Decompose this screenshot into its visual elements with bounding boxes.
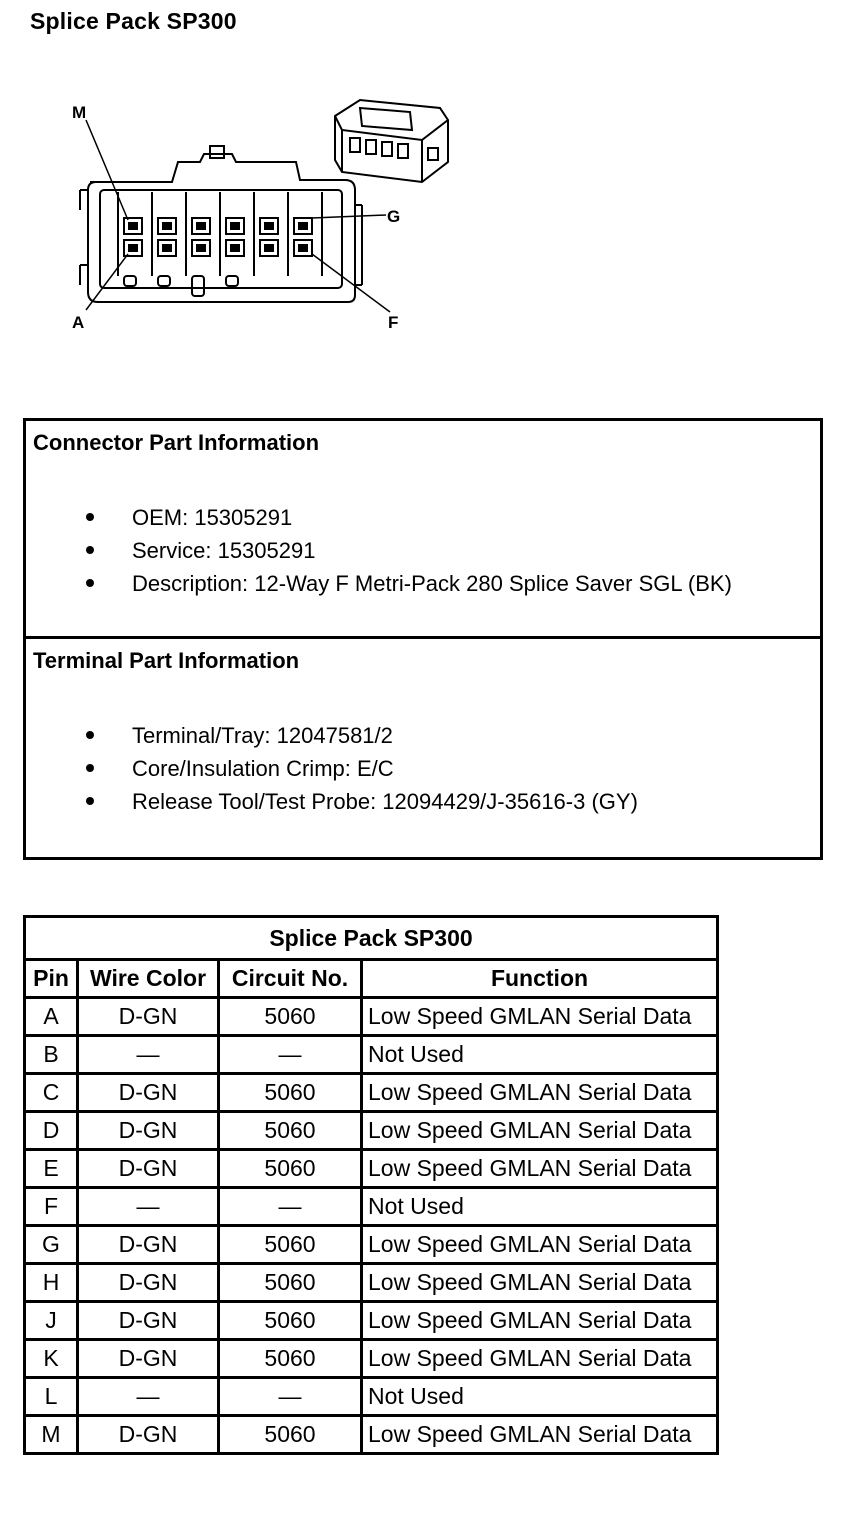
table-row [25, 1340, 718, 1378]
connector-isometric-view [335, 100, 448, 182]
pin-cell: A [25, 998, 78, 1036]
list-item: Terminal/Tray: 12047581/2 [26, 719, 638, 752]
header-wire-color: Wire Color [78, 960, 219, 998]
circuit-cell: 5060 [219, 1112, 362, 1150]
function-cell: Not Used [362, 1378, 718, 1416]
table-row [25, 998, 718, 1036]
bullet-icon [86, 546, 94, 554]
terminal-info-heading: Terminal Part Information [33, 648, 300, 673]
pin-cell: J [25, 1302, 78, 1340]
leader-line-m [86, 120, 128, 220]
wire-color-cell: D-GN [78, 1150, 219, 1188]
pin-cell: E [25, 1150, 78, 1188]
circuit-cell: 5060 [219, 1226, 362, 1264]
pin-cell: F [25, 1188, 78, 1226]
circuit-cell: 5060 [219, 1302, 362, 1340]
bullet-icon [86, 764, 94, 772]
pin-table-body [25, 998, 718, 1454]
table-row [25, 1264, 718, 1302]
table-row [25, 1302, 718, 1340]
function-cell: Low Speed GMLAN Serial Data [362, 1302, 718, 1340]
pin-cell: K [25, 1340, 78, 1378]
table-row [25, 1188, 718, 1226]
pin-cell: L [25, 1378, 78, 1416]
pin-cell: D [25, 1112, 78, 1150]
wire-color-cell: — [78, 1036, 219, 1074]
table-row [25, 1036, 718, 1074]
wire-color-cell: D-GN [78, 1226, 219, 1264]
circuit-cell: — [219, 1036, 362, 1074]
pin-cell: B [25, 1036, 78, 1074]
callout-f: F [388, 313, 399, 332]
table-row [25, 1378, 718, 1416]
table-row [25, 1416, 718, 1454]
function-cell: Low Speed GMLAN Serial Data [362, 1340, 718, 1378]
pin-cell: C [25, 1074, 78, 1112]
list-item: OEM: 15305291 [26, 501, 732, 534]
table-caption: Splice Pack SP300 [25, 917, 718, 960]
table-row [25, 1150, 718, 1188]
header-circuit-no: Circuit No. [219, 960, 362, 998]
list-item: Service: 15305291 [26, 534, 732, 567]
bullet-icon [86, 731, 94, 739]
function-cell: Not Used [362, 1188, 718, 1226]
wire-color-cell: — [78, 1188, 219, 1226]
wire-color-cell: D-GN [78, 1074, 219, 1112]
list-item: Core/Insulation Crimp: E/C [26, 752, 638, 785]
leader-line-g [312, 215, 386, 218]
connector-info-heading: Connector Part Information [33, 430, 320, 455]
table-row [25, 1074, 718, 1112]
connector-part-info [26, 421, 820, 639]
function-cell: Low Speed GMLAN Serial Data [362, 998, 718, 1036]
callout-a: A [72, 313, 85, 332]
pin-cell: M [25, 1416, 78, 1454]
callout-g: G [387, 207, 401, 226]
wire-color-cell: D-GN [78, 1416, 219, 1454]
list-item: Release Tool/Test Probe: 12094429/J-35616-3 (GY) [26, 785, 638, 818]
function-cell: Low Speed GMLAN Serial Data [362, 1264, 718, 1302]
wire-color-cell: D-GN [78, 1302, 219, 1340]
circuit-cell: 5060 [219, 1074, 362, 1112]
connector-diagram [60, 90, 460, 340]
circuit-cell: 5060 [219, 1340, 362, 1378]
bullet-icon [86, 579, 94, 587]
bullet-icon [86, 797, 94, 805]
wire-color-cell: D-GN [78, 1112, 219, 1150]
function-cell: Low Speed GMLAN Serial Data [362, 1150, 718, 1188]
function-cell: Low Speed GMLAN Serial Data [362, 1226, 718, 1264]
circuit-cell: 5060 [219, 1416, 362, 1454]
callout-m: M [72, 103, 87, 122]
table-header-row [25, 960, 718, 998]
function-cell: Low Speed GMLAN Serial Data [362, 1416, 718, 1454]
circuit-cell: 5060 [219, 998, 362, 1036]
table-row [25, 1112, 718, 1150]
pin-table [23, 915, 719, 1455]
circuit-cell: — [219, 1378, 362, 1416]
wire-color-cell: D-GN [78, 1264, 219, 1302]
terminal-info-list [26, 719, 638, 818]
wire-color-cell: — [78, 1378, 219, 1416]
wire-color-cell: D-GN [78, 998, 219, 1036]
part-info-box [23, 418, 823, 860]
header-pin: Pin [25, 960, 78, 998]
table-row [25, 1226, 718, 1264]
function-cell: Low Speed GMLAN Serial Data [362, 1112, 718, 1150]
connector-info-list [26, 501, 732, 600]
terminal-part-info [26, 639, 820, 854]
list-item: Description: 12-Way F Metri-Pack 280 Splice Saver SGL (BK) [26, 567, 732, 600]
bullet-icon [86, 513, 94, 521]
circuit-cell: — [219, 1188, 362, 1226]
leader-line-f [312, 254, 390, 312]
circuit-cell: 5060 [219, 1264, 362, 1302]
function-cell: Not Used [362, 1036, 718, 1074]
header-function: Function [362, 960, 718, 998]
pin-cell: H [25, 1264, 78, 1302]
connector-latch [210, 146, 224, 158]
function-cell: Low Speed GMLAN Serial Data [362, 1074, 718, 1112]
page-title: Splice Pack SP300 [30, 8, 237, 34]
pin-cell: G [25, 1226, 78, 1264]
circuit-cell: 5060 [219, 1150, 362, 1188]
wire-color-cell: D-GN [78, 1340, 219, 1378]
